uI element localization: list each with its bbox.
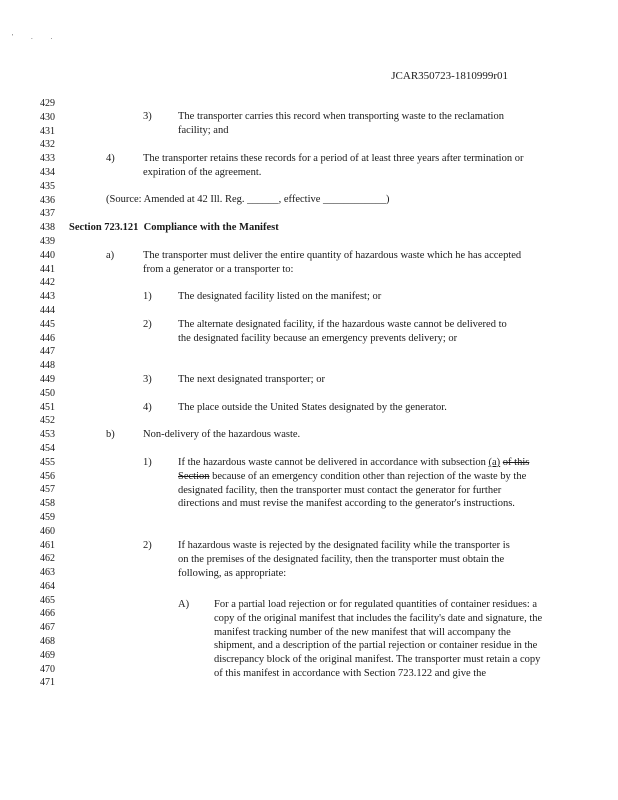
line-number: 471 <box>40 677 55 689</box>
line-number: 445 <box>40 318 55 330</box>
item-3-text: The transporter carries this record when transporting waste to the reclamation facility; and <box>178 111 504 136</box>
line-number: 461 <box>40 539 55 551</box>
line-numbers <box>31 97 55 690</box>
item-a3-label: 3) <box>143 374 152 385</box>
line-number: 465 <box>40 594 55 606</box>
line-number: 467 <box>40 622 55 634</box>
item-a1-label: 1) <box>143 291 152 302</box>
line-number: 466 <box>40 608 55 620</box>
scan-specks: ' . . <box>12 33 61 41</box>
line-number: 447 <box>40 346 55 358</box>
line-number: 442 <box>40 277 55 289</box>
subsection-a-text: The transporter must deliver the entire quantity of hazardous waste which he has accepted from a generator or a transporter to: <box>143 250 522 275</box>
item-4-label: 4) <box>106 153 115 164</box>
line-number: 458 <box>40 498 55 510</box>
line-number: 444 <box>40 304 55 316</box>
line-number: 434 <box>40 166 55 178</box>
item-b1-text: If the hazardous waste cannot be delivered in accordance with subsection (a) of this Section because of an emergency condition other than rejection of the waste by the designated facility, then the transporter must contact the generator for further directions and must revise the manifest according to the generator's instructions. <box>178 457 530 510</box>
item-b2-label: 2) <box>143 540 152 551</box>
line-number: 455 <box>40 456 55 468</box>
line-number: 441 <box>40 263 55 275</box>
line-number: 436 <box>40 194 55 206</box>
line-number: 462 <box>40 553 55 565</box>
line-number: 452 <box>40 415 55 427</box>
document-id: JCAR350723-1810999r01 <box>391 70 508 82</box>
line-number: 429 <box>40 98 55 109</box>
item-bA-text: For a partial load rejection or for regulated quantities of container residues: a copy of the original manifest that includes the facility's date and signature, the manifest tracking number of the new manifest that will accompany the shipment, and a description of the partial rejection or container residue in the discrepancy block of the original manifest. The transporter must retain a copy of this manifest in accordance with Section 723.122 and give the <box>214 599 543 679</box>
source-note: (Source: Amended at 42 Ill. Reg. ______, effective ____________) <box>106 194 390 205</box>
item-a2-text: The alternate designated facility, if the hazardous waste cannot be delivered to the designated facility because an emergency prevents delivery; or <box>178 319 507 344</box>
line-number: 435 <box>40 180 55 192</box>
line-number: 449 <box>40 373 55 385</box>
line-number: 453 <box>40 429 55 441</box>
line-number: 446 <box>40 332 55 344</box>
line-number: 457 <box>40 484 55 496</box>
item-a1-text: The designated facility listed on the manifest; or <box>178 291 382 302</box>
section-title: Compliance with the Manifest <box>143 222 279 233</box>
line-number: 443 <box>40 291 55 303</box>
line-number: 469 <box>40 649 55 661</box>
section-number: Section 723.121 <box>69 222 139 233</box>
item-a2-label: 2) <box>143 319 152 330</box>
line-number: 450 <box>40 387 55 399</box>
subsection-a-label: a) <box>106 250 115 261</box>
subsection-b-text: Non-delivery of the hazardous waste. <box>143 429 301 440</box>
item-3-label: 3) <box>143 111 152 122</box>
line-number: 463 <box>40 567 55 579</box>
line-number: 437 <box>40 208 55 220</box>
line-number: 470 <box>40 663 55 675</box>
item-bA-label: A) <box>178 599 190 610</box>
item-b2-text: If hazardous waste is rejected by the designated facility while the transporter is on the premises of the designated facility, then the transporter must obtain the following, as appropriate: <box>178 540 510 579</box>
line-number: 440 <box>40 249 55 261</box>
line-number: 439 <box>40 235 55 247</box>
line-number: 438 <box>40 222 55 234</box>
subsection-b-label: b) <box>106 429 115 440</box>
line-number: 433 <box>40 153 55 165</box>
item-4-text: The transporter retains these records for a period of at least three years after termination or expiration of the agreement. <box>143 153 524 178</box>
line-number: 459 <box>40 511 55 523</box>
item-a3-text: The next designated transporter; or <box>178 374 325 385</box>
line-number: 431 <box>40 125 55 137</box>
item-a4-text: The place outside the United States designated by the generator. <box>178 402 447 413</box>
section-heading <box>69 221 529 235</box>
line-number: 456 <box>40 470 55 482</box>
line-number: 464 <box>40 580 55 592</box>
line-number: 448 <box>40 360 55 372</box>
line-number: 468 <box>40 636 55 648</box>
line-number: 451 <box>40 401 55 413</box>
line-number: 454 <box>40 442 55 454</box>
deleted-text: of this Section <box>178 457 530 482</box>
line-number: 430 <box>40 111 55 123</box>
item-a4-label: 4) <box>143 402 152 413</box>
line-number: 432 <box>40 139 55 151</box>
line-number: 460 <box>40 525 55 537</box>
item-b1-label: 1) <box>143 457 152 468</box>
